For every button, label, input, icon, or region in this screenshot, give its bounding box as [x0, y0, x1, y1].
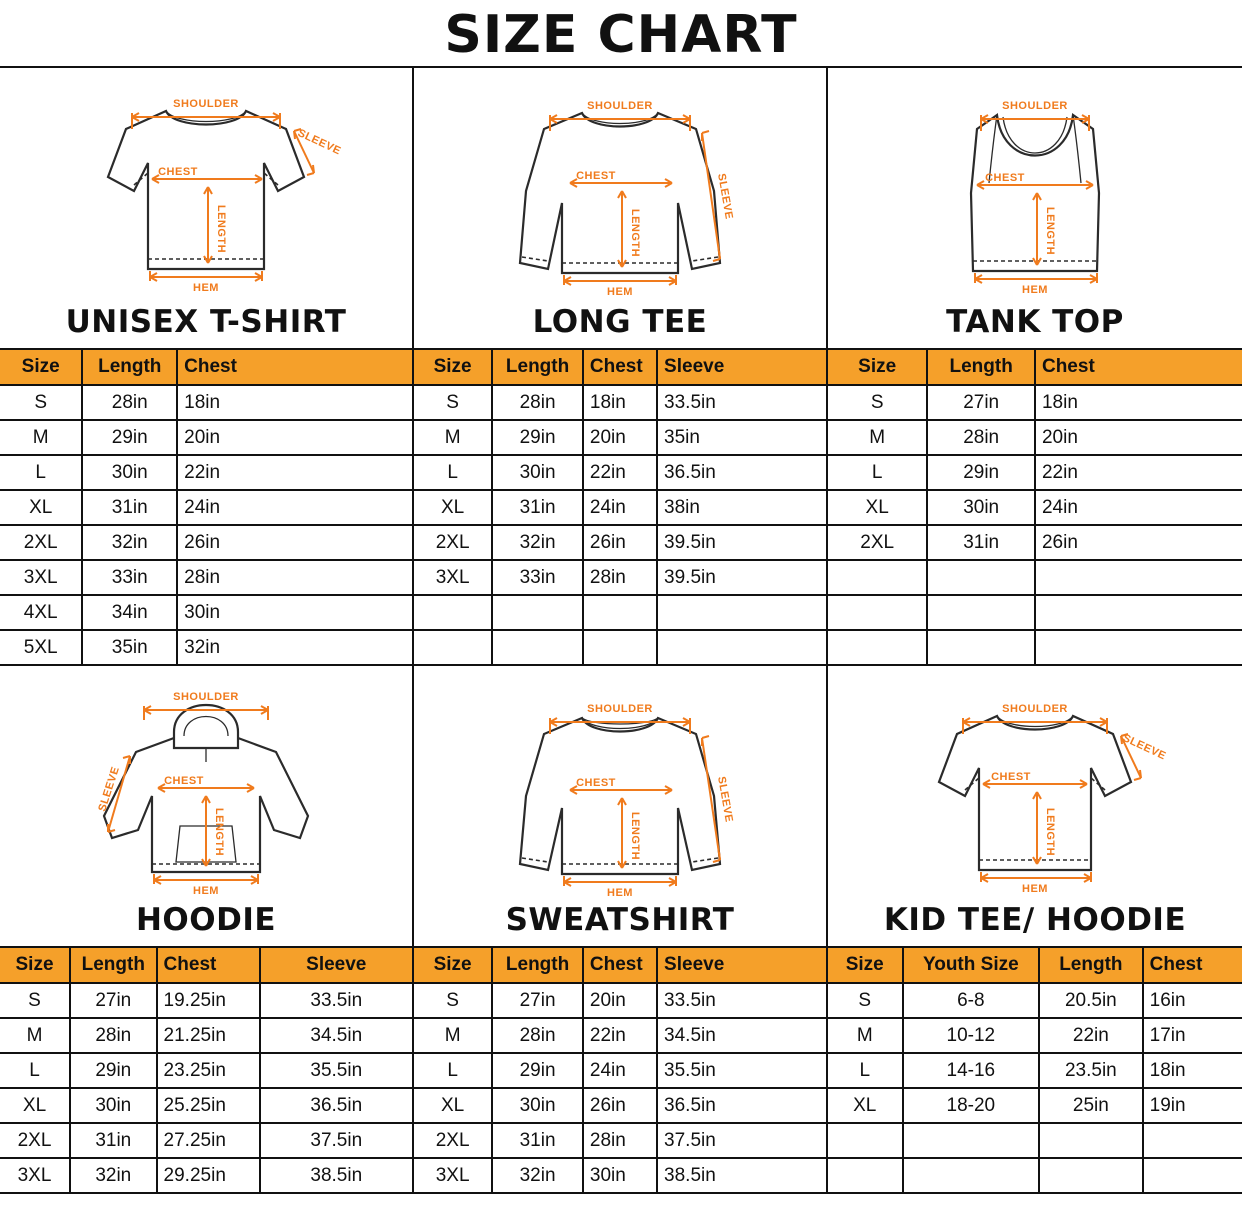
size-table-unisex-t-shirt — [0, 348, 412, 664]
cell-chest: 24in — [1035, 490, 1242, 525]
table-row — [414, 560, 826, 595]
garment-name: TANK TOP — [946, 304, 1124, 340]
cell-chest: 19in — [1143, 1088, 1242, 1123]
cell-sleeve — [657, 630, 826, 664]
cell-size: S — [414, 385, 492, 420]
table-row — [828, 630, 1242, 664]
table-row — [0, 1053, 412, 1088]
col-header: Sleeve — [260, 947, 412, 983]
table-row — [0, 1018, 412, 1053]
cell-chest: 24in — [177, 490, 412, 525]
col-header: Length — [82, 349, 177, 385]
cell-size: L — [0, 455, 82, 490]
cell-length: 28in — [492, 385, 583, 420]
cell-size: 3XL — [0, 560, 82, 595]
col-header: Size — [414, 349, 492, 385]
cell-length: 27in — [492, 983, 583, 1018]
col-header: Chest — [1143, 947, 1242, 983]
cell-sleeve: 39.5in — [657, 525, 826, 560]
cell-size: 2XL — [0, 525, 82, 560]
label-hem: HEM — [607, 286, 633, 298]
cell-size: L — [828, 1053, 903, 1088]
cell-size: M — [414, 1018, 492, 1053]
cell-length: 29in — [927, 455, 1035, 490]
cell-size — [828, 1158, 903, 1192]
table-row — [828, 525, 1242, 560]
label-shoulder: SHOULDER — [1002, 100, 1068, 112]
label-shoulder: SHOULDER — [173, 691, 239, 703]
table-row — [0, 490, 412, 525]
cell-size: M — [0, 1018, 70, 1053]
label-chest: CHEST — [991, 771, 1031, 783]
label-sleeve: SLEEVE — [715, 775, 735, 824]
cell-sleeve: 36.5in — [260, 1088, 412, 1123]
cell-sleeve: 35in — [657, 420, 826, 455]
table-row — [0, 595, 412, 630]
table-row — [828, 595, 1242, 630]
table-header-row — [828, 349, 1242, 385]
long-tee-diagram-icon — [470, 73, 770, 299]
cell-length: 29in — [82, 420, 177, 455]
sweatshirt-diagram-icon — [470, 666, 770, 902]
col-header: Size — [414, 947, 492, 983]
cell-youth-size — [903, 1123, 1040, 1158]
cell-size: L — [828, 455, 927, 490]
cell-size: XL — [414, 490, 492, 525]
table-row — [414, 1123, 826, 1158]
cell-sleeve: 35.5in — [260, 1053, 412, 1088]
cell-length — [492, 595, 583, 630]
cell-length: 29in — [492, 1053, 583, 1088]
col-header: Chest — [177, 349, 412, 385]
cell-length — [927, 630, 1035, 664]
cell-size: M — [0, 420, 82, 455]
cell-chest: 26in — [583, 525, 657, 560]
label-hem: HEM — [193, 282, 219, 294]
col-header: Length — [927, 349, 1035, 385]
cell-chest: 21.25in — [157, 1018, 260, 1053]
label-length: LENGTH — [1044, 807, 1056, 857]
label-length: LENGTH — [629, 811, 641, 861]
hoodie-diagram-icon — [56, 666, 356, 902]
cell-size: M — [828, 420, 927, 455]
label-sleeve: SLEEVE — [96, 765, 123, 813]
panel-kid-tee-hoodie — [828, 666, 1242, 1194]
illustration-hoodie — [0, 666, 412, 902]
garment-name: UNISEX T-SHIRT — [65, 304, 347, 340]
cell-size: 5XL — [0, 630, 82, 664]
cell-length: 31in — [492, 490, 583, 525]
page-title: SIZE CHART — [444, 5, 798, 65]
cell-chest: 16in — [1143, 983, 1242, 1018]
cell-size: L — [414, 1053, 492, 1088]
panel-grid — [0, 66, 1242, 1194]
cell-size: M — [414, 420, 492, 455]
label-length: LENGTH — [215, 204, 227, 254]
table-row — [0, 1158, 412, 1192]
cell-size: XL — [414, 1088, 492, 1123]
cell-length: 31in — [492, 1123, 583, 1158]
table-row — [414, 630, 826, 664]
cell-length: 27in — [927, 385, 1035, 420]
cell-size: XL — [828, 490, 927, 525]
cell-size: 4XL — [0, 595, 82, 630]
table-row — [0, 420, 412, 455]
cell-sleeve: 38in — [657, 490, 826, 525]
table-row — [828, 385, 1242, 420]
col-header: Length — [1039, 947, 1143, 983]
cell-size: L — [414, 455, 492, 490]
cell-length: 32in — [82, 525, 177, 560]
label-chest: CHEST — [164, 775, 204, 787]
cell-length: 30in — [70, 1088, 157, 1123]
label-chest: CHEST — [985, 172, 1025, 184]
table-header-row — [0, 947, 412, 983]
cell-size — [828, 560, 927, 595]
table-row — [414, 595, 826, 630]
cell-size: 2XL — [0, 1123, 70, 1158]
label-shoulder: SHOULDER — [587, 100, 653, 112]
cell-chest: 28in — [583, 1123, 657, 1158]
cell-length: 30in — [492, 455, 583, 490]
cell-length: 25in — [1039, 1088, 1143, 1123]
cell-length: 30in — [492, 1088, 583, 1123]
table-row — [0, 630, 412, 664]
table-row — [0, 560, 412, 595]
cell-chest: 32in — [184, 636, 221, 658]
table-header-row — [828, 947, 1242, 983]
table-header-row — [0, 349, 412, 385]
cell-chest: 18in — [583, 385, 657, 420]
cell-chest: 24in — [583, 490, 657, 525]
size-table-sweatshirt — [414, 946, 826, 1192]
cell-sleeve: 35.5in — [657, 1053, 826, 1088]
cell-length: 29in — [492, 420, 583, 455]
label-sleeve: SLEEVE — [295, 127, 343, 158]
cell-length: 22in — [1039, 1018, 1143, 1053]
table-row — [828, 560, 1242, 595]
cell-size: 2XL — [414, 1123, 492, 1158]
cell-youth-size: 6-8 — [903, 983, 1040, 1018]
panel-tank-top — [828, 68, 1242, 666]
cell-length: 34in — [82, 595, 177, 630]
cell-size: XL — [0, 1088, 70, 1123]
cell-size: XL — [0, 490, 82, 525]
cell-length: 32in — [492, 1158, 583, 1192]
tank-top-diagram-icon — [885, 73, 1185, 299]
cell-sleeve: 33.5in — [657, 385, 826, 420]
cell-chest: 29.25in — [157, 1158, 260, 1192]
cell-chest: 18in — [1035, 385, 1242, 420]
cell-youth-size: 18-20 — [903, 1088, 1040, 1123]
label-hem: HEM — [1022, 284, 1048, 296]
label-hem: HEM — [193, 885, 219, 897]
table-row — [414, 385, 826, 420]
size-table-long-tee — [414, 348, 826, 664]
table-row — [0, 983, 412, 1018]
table-row — [414, 1088, 826, 1123]
cell-size — [414, 630, 492, 664]
cell-size — [828, 1123, 903, 1158]
illustration-tank-top — [828, 68, 1242, 304]
table-row — [414, 420, 826, 455]
cell-sleeve — [657, 595, 826, 630]
cell-size: 3XL — [414, 560, 492, 595]
cell-chest: 22in — [177, 455, 412, 490]
label-length: LENGTH — [1044, 206, 1056, 256]
cell-size: S — [828, 385, 927, 420]
table-row — [414, 1158, 826, 1192]
illustration-kid-tee-hoodie — [828, 666, 1242, 902]
cell-length: 27in — [70, 983, 157, 1018]
panel-sweatshirt — [414, 666, 828, 1194]
cell-sleeve: 38.5in — [664, 1164, 716, 1186]
label-chest: CHEST — [576, 777, 616, 789]
label-shoulder: SHOULDER — [1002, 703, 1068, 715]
cell-size: M — [828, 1018, 903, 1053]
cell-sleeve: 37.5in — [260, 1123, 412, 1158]
cell-chest — [1143, 1158, 1242, 1192]
size-table-tank-top — [828, 348, 1242, 664]
table-row — [828, 1018, 1242, 1053]
table-row — [0, 385, 412, 420]
table-row — [414, 490, 826, 525]
cell-length: 23.5in — [1039, 1053, 1143, 1088]
cell-length: 35in — [82, 630, 177, 664]
cell-chest: 26in — [583, 1088, 657, 1123]
label-sleeve: SLEEVE — [1120, 732, 1168, 763]
cell-length — [492, 630, 583, 664]
cell-chest: 22in — [583, 1018, 657, 1053]
cell-length: 29in — [70, 1053, 157, 1088]
table-row — [828, 1123, 1242, 1158]
label-sleeve: SLEEVE — [715, 172, 735, 221]
cell-length: 31in — [82, 490, 177, 525]
table-row — [828, 983, 1242, 1018]
cell-chest: 20in — [583, 420, 657, 455]
col-header: Size — [0, 947, 70, 983]
cell-length: 30in — [82, 455, 177, 490]
cell-size: 2XL — [414, 525, 492, 560]
cell-chest: 30in — [177, 595, 412, 630]
table-row — [828, 1088, 1242, 1123]
cell-chest — [1035, 630, 1242, 664]
cell-sleeve: 33.5in — [260, 983, 412, 1018]
cell-chest: 17in — [1143, 1018, 1242, 1053]
cell-chest: 20in — [583, 983, 657, 1018]
tshirt-diagram-icon — [56, 73, 356, 299]
illustration-long-tee — [414, 68, 826, 304]
label-shoulder: SHOULDER — [173, 98, 239, 110]
label-hem: HEM — [607, 887, 633, 899]
cell-chest: 22in — [583, 455, 657, 490]
illustration-unisex-t-shirt — [0, 68, 412, 304]
cell-sleeve: 37.5in — [657, 1123, 826, 1158]
cell-size: S — [0, 385, 82, 420]
cell-chest: 22in — [1035, 455, 1242, 490]
cell-youth-size — [903, 1158, 1040, 1192]
label-hem: HEM — [1022, 883, 1048, 895]
cell-size: S — [414, 983, 492, 1018]
col-header: Sleeve — [657, 349, 826, 385]
panel-long-tee — [414, 68, 828, 666]
cell-sleeve: 34.5in — [260, 1018, 412, 1053]
cell-sleeve: 33.5in — [657, 983, 826, 1018]
cell-size: S — [828, 983, 903, 1018]
cell-length — [1039, 1123, 1143, 1158]
cell-sleeve: 36.5in — [657, 1088, 826, 1123]
col-header: Sleeve — [657, 947, 826, 983]
col-header: Chest — [583, 947, 657, 983]
table-row — [414, 525, 826, 560]
cell-chest: 30in — [583, 1158, 657, 1192]
cell-chest — [1035, 595, 1242, 630]
size-table-hoodie — [0, 946, 412, 1192]
cell-sleeve: 34.5in — [657, 1018, 826, 1053]
cell-length: 30in — [927, 490, 1035, 525]
cell-length — [927, 560, 1035, 595]
table-row — [0, 1123, 412, 1158]
cell-length: 31in — [70, 1123, 157, 1158]
table-row — [414, 1018, 826, 1053]
garment-name: KID TEE/ HOODIE — [883, 902, 1187, 938]
cell-length: 28in — [70, 1018, 157, 1053]
table-row — [0, 455, 412, 490]
table-row — [828, 490, 1242, 525]
col-header: Youth Size — [903, 947, 1040, 983]
cell-chest: 23.25in — [157, 1053, 260, 1088]
cell-chest: 18in — [1143, 1053, 1242, 1088]
label-chest: CHEST — [158, 166, 198, 178]
cell-chest — [1143, 1123, 1242, 1158]
cell-size — [828, 595, 927, 630]
col-header: Chest — [583, 349, 657, 385]
cell-size: S — [0, 983, 70, 1018]
cell-chest: 20in — [177, 420, 412, 455]
cell-size: L — [0, 1053, 70, 1088]
table-row — [414, 983, 826, 1018]
cell-sleeve: 38.5in — [310, 1164, 363, 1186]
cell-sleeve: 36.5in — [657, 455, 826, 490]
cell-youth-size: 10-12 — [903, 1018, 1040, 1053]
cell-length: 32in — [70, 1158, 157, 1192]
cell-chest: 19.25in — [157, 983, 260, 1018]
table-header-row — [414, 947, 826, 983]
cell-length: 28in — [82, 385, 177, 420]
cell-length — [1039, 1158, 1143, 1192]
col-header: Length — [70, 947, 157, 983]
illustration-sweatshirt — [414, 666, 826, 902]
cell-chest — [1035, 560, 1242, 595]
cell-chest: 26in — [177, 525, 412, 560]
cell-length: 33in — [82, 560, 177, 595]
table-row — [0, 1088, 412, 1123]
cell-size: 3XL — [0, 1158, 70, 1192]
label-length: LENGTH — [213, 807, 225, 857]
cell-chest — [583, 595, 657, 630]
garment-name: SWEATSHIRT — [505, 902, 735, 938]
col-header: Length — [492, 349, 583, 385]
cell-length: 33in — [492, 560, 583, 595]
cell-chest: 24in — [583, 1053, 657, 1088]
cell-length: 20.5in — [1039, 983, 1143, 1018]
cell-youth-size: 14-16 — [903, 1053, 1040, 1088]
table-row — [828, 420, 1242, 455]
cell-chest: 25.25in — [157, 1088, 260, 1123]
table-row — [0, 525, 412, 560]
cell-size — [828, 630, 927, 664]
cell-size — [414, 595, 492, 630]
panel-hoodie — [0, 666, 414, 1194]
cell-length: 31in — [927, 525, 1035, 560]
table-row — [414, 1053, 826, 1088]
cell-chest: 28in — [177, 560, 412, 595]
col-header: Size — [0, 349, 82, 385]
cell-sleeve: 39.5in — [657, 560, 826, 595]
cell-length: 28in — [927, 420, 1035, 455]
garment-name: LONG TEE — [532, 304, 708, 340]
col-header: Size — [828, 349, 927, 385]
cell-length: 32in — [492, 525, 583, 560]
table-row — [828, 1158, 1242, 1192]
label-length: LENGTH — [629, 208, 641, 258]
cell-chest — [583, 630, 657, 664]
garment-name: HOODIE — [135, 902, 277, 938]
col-header: Chest — [1035, 349, 1242, 385]
cell-chest: 20in — [1035, 420, 1242, 455]
kid-tee-diagram-icon — [885, 666, 1185, 902]
label-chest: CHEST — [576, 170, 616, 182]
cell-length: 28in — [492, 1018, 583, 1053]
table-header-row — [414, 349, 826, 385]
cell-chest: 28in — [583, 560, 657, 595]
table-row — [828, 455, 1242, 490]
size-table-kid-tee-hoodie — [828, 946, 1242, 1192]
table-row — [828, 1053, 1242, 1088]
cell-size: 2XL — [828, 525, 927, 560]
col-header: Length — [492, 947, 583, 983]
cell-length — [927, 595, 1035, 630]
table-row — [414, 455, 826, 490]
col-header: Chest — [157, 947, 260, 983]
cell-size: XL — [828, 1088, 903, 1123]
cell-size: 3XL — [414, 1158, 492, 1192]
label-shoulder: SHOULDER — [587, 703, 653, 715]
cell-chest: 26in — [1035, 525, 1242, 560]
cell-chest: 18in — [177, 385, 412, 420]
panel-unisex-t-shirt — [0, 68, 414, 666]
col-header: Size — [828, 947, 903, 983]
cell-chest: 27.25in — [157, 1123, 260, 1158]
